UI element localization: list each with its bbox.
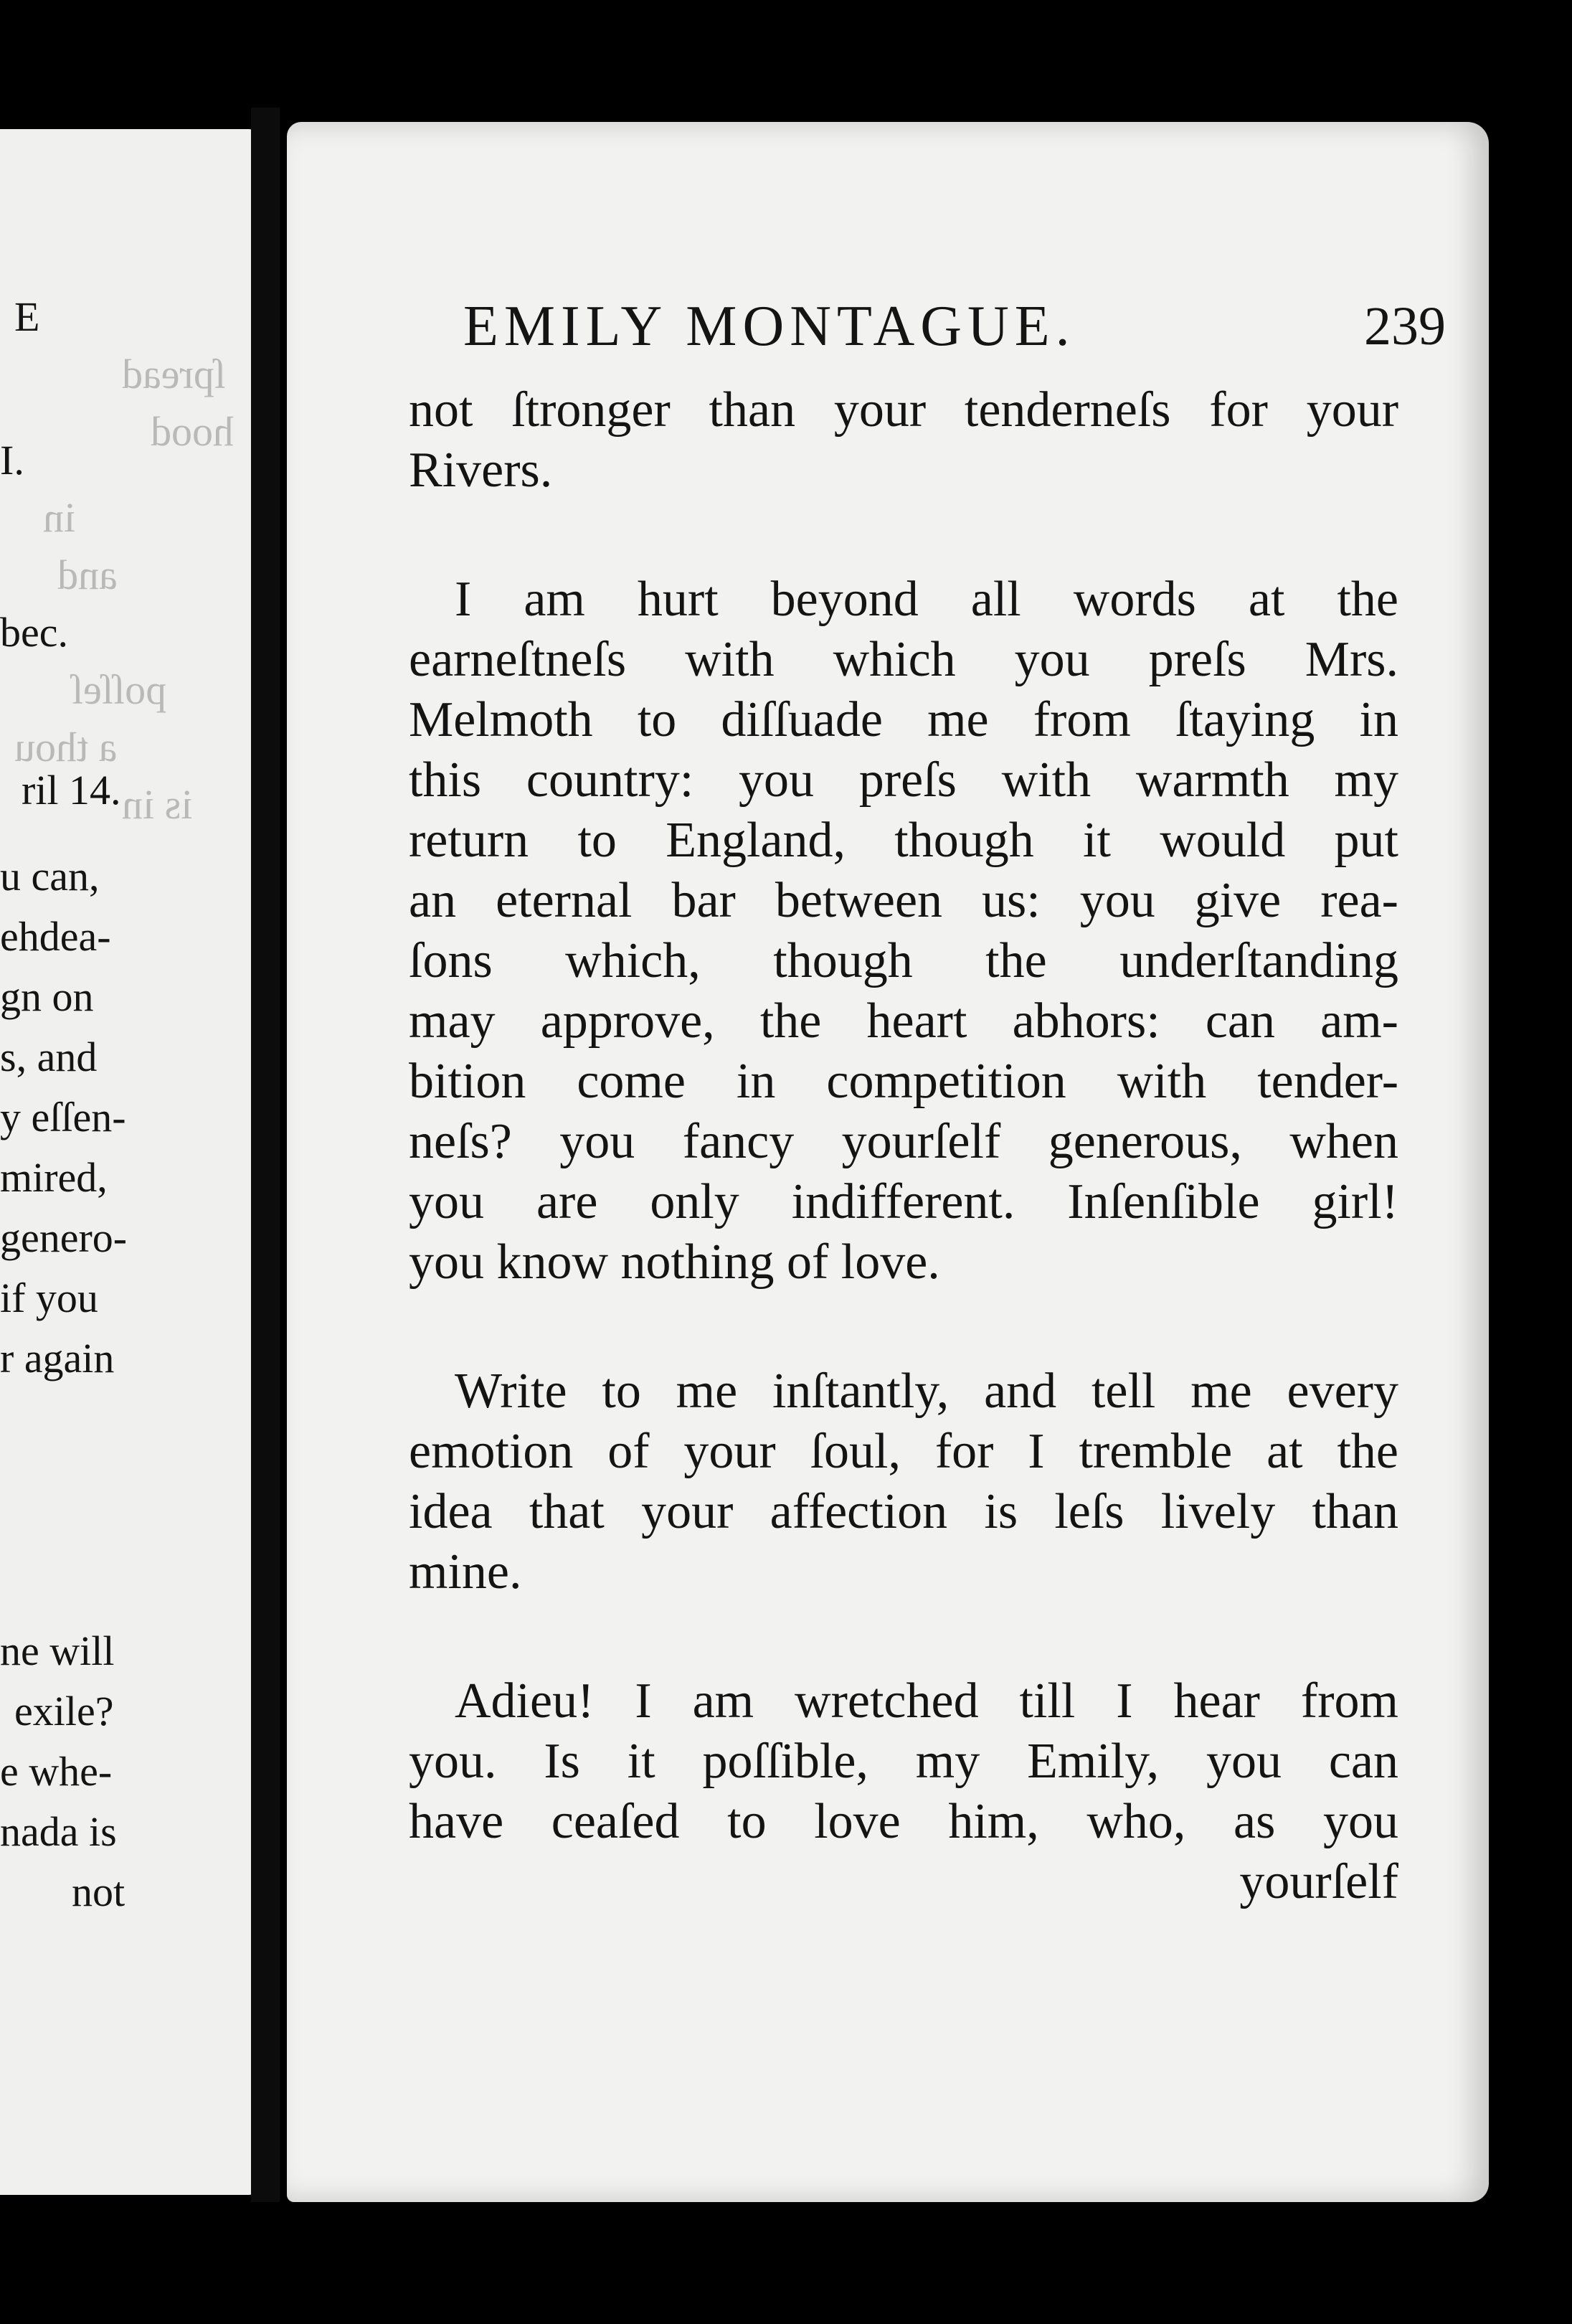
book-gutter bbox=[251, 108, 280, 2202]
left-page-fragment: ne will bbox=[0, 1628, 115, 1674]
page-number: 239 bbox=[1364, 296, 1446, 356]
left-page-fragment: bec. bbox=[0, 609, 68, 656]
left-page-fragment: ſpread bbox=[122, 351, 226, 397]
left-page-fragment: and bbox=[57, 552, 118, 598]
left-page bbox=[0, 129, 265, 2195]
text-line: Write to me inſtantly, and tell me every bbox=[455, 1364, 1398, 1419]
left-page-fragment: is in bbox=[122, 781, 193, 828]
text-line: emotion of your ſoul, for I tremble at the bbox=[409, 1424, 1398, 1479]
left-page-fragment: a thou bbox=[14, 724, 118, 770]
text-line: earneſtneſs with which you preſs Mrs. bbox=[409, 632, 1398, 687]
text-line: return to England, though it would put bbox=[409, 813, 1398, 868]
left-page-fragment: y eſſen- bbox=[0, 1094, 126, 1140]
left-page-fragment: s, and bbox=[0, 1034, 98, 1080]
left-page-fragment: gn on bbox=[0, 973, 94, 1020]
paragraph bbox=[409, 380, 1398, 501]
paragraph bbox=[409, 570, 1398, 1293]
left-page-fragment: mired, bbox=[0, 1154, 108, 1201]
text-line: may approve, the heart abhors: can am- bbox=[409, 993, 1398, 1049]
running-head: EMILY MONTAGUE. bbox=[463, 295, 1076, 358]
left-page-fragment: ehdea- bbox=[0, 913, 111, 960]
page-header bbox=[463, 294, 1446, 373]
paragraph bbox=[409, 1671, 1398, 1912]
paragraph bbox=[409, 1361, 1398, 1602]
text-line: neſs? you fancy yourſelf generous, when bbox=[409, 1114, 1398, 1169]
left-page-fragment: e whe- bbox=[0, 1748, 113, 1795]
text-line: have ceaſed to love him, who, as you bbox=[409, 1794, 1398, 1849]
left-page-fragment: genero- bbox=[0, 1214, 128, 1261]
left-page-fragment: poſſeſ bbox=[72, 666, 167, 713]
text-line: Rivers. bbox=[409, 443, 553, 498]
text-line: bition come in competition with tender- bbox=[409, 1054, 1398, 1109]
text-line: ſons which, though the underſtanding bbox=[409, 933, 1398, 988]
text-line: you. Is it poſſible, my Emily, you can bbox=[409, 1734, 1398, 1789]
left-page-fragment: in bbox=[43, 494, 76, 541]
left-page-fragment: hood bbox=[151, 408, 234, 455]
text-line: mine. bbox=[409, 1544, 522, 1600]
catchword: yourſelf bbox=[1239, 1854, 1398, 1909]
right-page bbox=[287, 122, 1489, 2202]
left-page-fragment: I. bbox=[0, 437, 24, 483]
left-page-fragment: exile? bbox=[14, 1688, 114, 1734]
text-line: you are only indifferent. Inſenſible girl! bbox=[409, 1174, 1398, 1229]
left-page-fragment: r again bbox=[0, 1335, 115, 1381]
body-text bbox=[409, 380, 1398, 1981]
text-line: I am hurt beyond all words at the bbox=[455, 572, 1398, 627]
left-page-fragment: E bbox=[14, 293, 40, 340]
left-page-fragment: nada is bbox=[0, 1808, 117, 1855]
left-page-fragment: if you bbox=[0, 1275, 98, 1321]
text-line: idea that your affection is leſs lively than bbox=[409, 1484, 1398, 1539]
text-line: an eternal bar between us: you give rea- bbox=[409, 873, 1398, 928]
left-page-fragment: u can, bbox=[0, 853, 100, 899]
left-page-fragment: ril 14. bbox=[22, 767, 121, 813]
text-line: Adieu! I am wretched till I hear from bbox=[455, 1673, 1398, 1729]
text-line: this country: you preſs with warmth my bbox=[409, 752, 1398, 808]
text-line: you know nothing of love. bbox=[409, 1234, 940, 1290]
text-line: not ſtronger than your tenderneſs for your bbox=[409, 382, 1398, 438]
left-page-fragment: not bbox=[72, 1869, 126, 1915]
text-line: Melmoth to diſſuade me from ſtaying in bbox=[409, 692, 1398, 747]
